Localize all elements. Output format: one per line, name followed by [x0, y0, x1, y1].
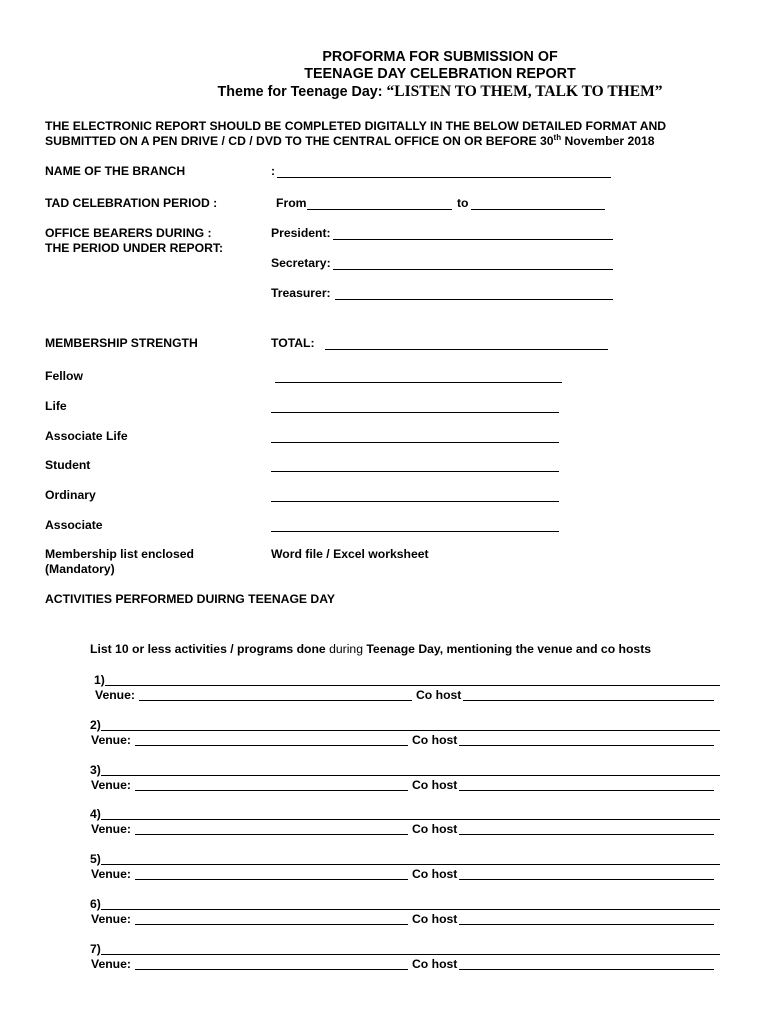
category-student-label: Student [45, 458, 91, 472]
category-associate-life-label: Associate Life [45, 429, 128, 443]
period-from-label: From [276, 196, 307, 210]
cohost-input-line[interactable] [463, 700, 714, 701]
office-bearers-label-line1: OFFICE BEARERS DURING : [45, 226, 212, 240]
form-title-line2: TEENAGE DAY CELEBRATION REPORT [304, 66, 576, 82]
treasurer-label: Treasurer: [271, 286, 331, 300]
cohost-input-line[interactable] [459, 834, 714, 835]
venue-label: Venue: [91, 956, 131, 971]
activity-description-line[interactable] [101, 819, 720, 820]
treasurer-input-line[interactable] [335, 299, 613, 300]
category-associate-label: Associate [45, 518, 103, 532]
membership-total-label: TOTAL: [271, 336, 315, 350]
activity-description-line[interactable] [101, 909, 720, 910]
activity-number: 7) [90, 941, 101, 956]
category-student-input-line[interactable] [271, 471, 559, 472]
category-life-input-line[interactable] [271, 412, 559, 413]
venue-label: Venue: [91, 912, 131, 926]
activity-number: 1) [94, 673, 105, 687]
cohost-label: Co host [412, 777, 458, 792]
instruction-line2-text: SUBMITTED ON A PEN DRIVE / CD / DVD TO THE CENTRAL OFFICE ON OR BEFORE 30 [45, 134, 554, 148]
category-fellow-input-line[interactable] [275, 382, 562, 383]
cohost-input-line[interactable] [459, 745, 714, 746]
secretary-label: Secretary: [271, 256, 331, 270]
venue-input-line[interactable] [135, 790, 408, 791]
activity-number: 6) [90, 897, 101, 911]
theme-label: Theme for Teenage Day: [217, 84, 387, 100]
membership-list-format: Word file / Excel worksheet [271, 547, 429, 561]
venue-input-line[interactable] [139, 700, 412, 701]
venue-label: Venue: [91, 822, 131, 837]
instruction-date-suffix: th [553, 132, 562, 142]
activities-heading: ACTIVITIES PERFORMED DUIRNG TEENAGE DAY [45, 592, 336, 606]
venue-input-line[interactable] [135, 745, 408, 746]
branch-colon: : [271, 164, 276, 178]
activity-number: 3) [90, 762, 101, 777]
category-associate-input-line[interactable] [271, 531, 559, 532]
venue-input-line[interactable] [135, 969, 408, 970]
period-to-input-line[interactable] [471, 209, 605, 210]
cohost-input-line[interactable] [459, 969, 714, 970]
category-ordinary-label: Ordinary [45, 488, 96, 502]
secretary-input-line[interactable] [333, 269, 613, 270]
category-associate-life-input-line[interactable] [271, 442, 559, 443]
activities-instruction-during: during [329, 642, 363, 656]
venue-label: Venue: [91, 732, 131, 747]
instruction-line1: THE ELECTRONIC REPORT SHOULD BE COMPLETED DIGITALLY IN THE BELOW DETAILED FORMAT AND [45, 119, 667, 133]
activity-description-line[interactable] [105, 685, 720, 686]
cohost-input-line[interactable] [459, 790, 714, 791]
venue-label: Venue: [91, 867, 131, 882]
cohost-label: Co host [412, 956, 458, 971]
office-bearers-label-line2: THE PERIOD UNDER REPORT: [45, 241, 224, 255]
period-from-input-line[interactable] [307, 209, 452, 210]
activity-number: 4) [90, 807, 101, 822]
venue-label: Venue: [95, 688, 135, 702]
activities-instruction-rest: Teenage Day, mentioning the venue and co hosts [363, 642, 652, 656]
activity-number: 2) [90, 717, 101, 732]
instruction-date-month: November 2018 [561, 134, 655, 148]
cohost-input-line[interactable] [459, 924, 714, 925]
venue-input-line[interactable] [135, 834, 408, 835]
instruction-line2 [45, 134, 655, 148]
venue-label: Venue: [91, 777, 131, 792]
venue-input-line[interactable] [135, 879, 408, 880]
cohost-label: Co host [412, 732, 458, 747]
membership-total-input-line[interactable] [325, 349, 608, 350]
category-ordinary-input-line[interactable] [271, 501, 559, 502]
branch-input-line[interactable] [277, 177, 611, 178]
activity-description-line[interactable] [101, 730, 720, 731]
membership-list-label-line1: Membership list enclosed [45, 547, 194, 561]
activity-description-line[interactable] [101, 775, 720, 776]
cohost-input-line[interactable] [459, 879, 714, 880]
membership-label: MEMBERSHIP STRENGTH [45, 336, 198, 350]
cohost-label: Co host [412, 912, 458, 926]
theme-quote: “LISTEN TO THEM, TALK TO THEM” [386, 83, 663, 100]
cohost-label: Co host [412, 822, 458, 837]
activities-instruction [90, 642, 651, 656]
venue-input-line[interactable] [135, 924, 408, 925]
branch-label: NAME OF THE BRANCH [45, 164, 186, 178]
president-label: President: [271, 226, 331, 240]
form-theme [0, 83, 770, 101]
period-to-label: to [457, 196, 469, 210]
activity-description-line[interactable] [101, 954, 720, 955]
category-fellow-label: Fellow [45, 369, 83, 383]
form-title-line1: PROFORMA FOR SUBMISSION OF [322, 49, 558, 65]
membership-list-label-line2: (Mandatory) [45, 562, 115, 576]
activity-description-line[interactable] [101, 864, 720, 865]
president-input-line[interactable] [333, 239, 613, 240]
period-label: TAD CELEBRATION PERIOD : [45, 196, 218, 210]
activity-number: 5) [90, 852, 101, 867]
cohost-label: Co host [416, 688, 462, 702]
cohost-label: Co host [412, 867, 458, 882]
category-life-label: Life [45, 399, 67, 413]
activities-instruction-text: List 10 or less activities / programs done [90, 642, 330, 656]
